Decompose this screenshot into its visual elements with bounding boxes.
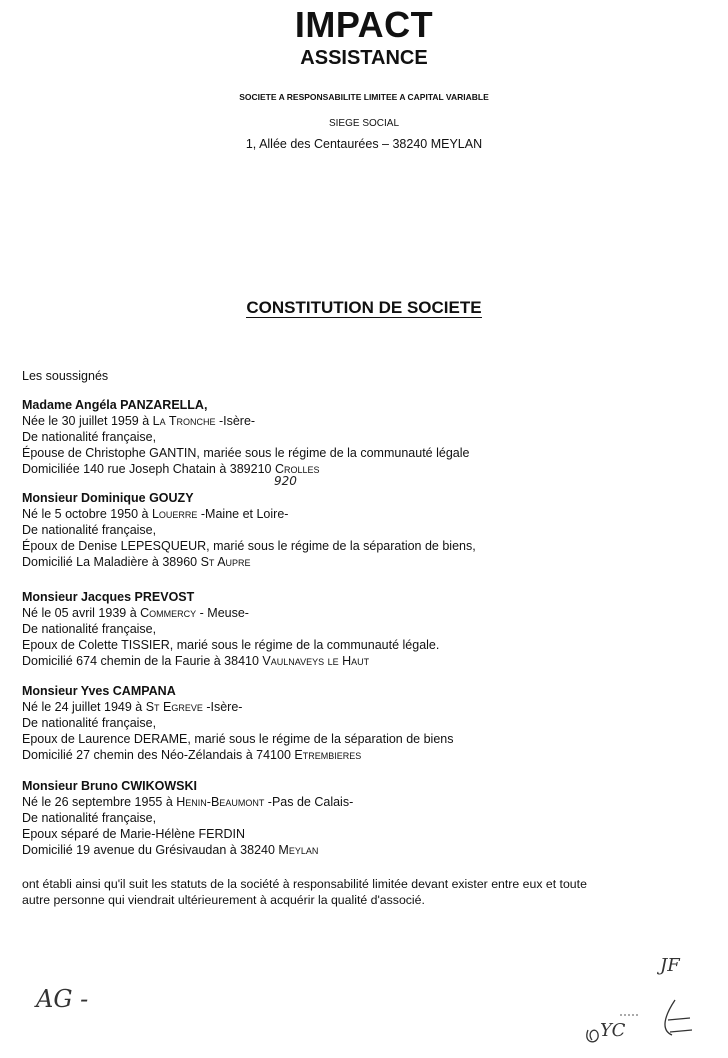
- party-nationality: De nationalité française,: [22, 716, 157, 730]
- domicile-city: St Aupre: [200, 555, 251, 569]
- domicile-text: Domiciliée 140 rue Joseph Chatain à 389210: [22, 462, 275, 476]
- seat-label: SIEGE SOCIAL: [328, 118, 400, 129]
- domicile-city: Meylan: [278, 843, 319, 857]
- party-domicile: [22, 461, 469, 477]
- party-birth: [22, 794, 353, 810]
- birth-city: Louerre: [151, 507, 198, 521]
- birth-text: Né le 24 juillet 1949 à: [22, 700, 146, 714]
- birth-text: Né le 5 octobre 1950 à: [22, 507, 152, 521]
- party-domicile: [22, 842, 353, 858]
- company-name: IMPACT: [294, 4, 434, 45]
- party-nationality: De nationalité française,: [22, 622, 157, 636]
- party-marital-status: Epoux de Laurence DERAME, marié sous le régime de la séparation de biens: [22, 732, 454, 746]
- party-birth: [22, 605, 439, 621]
- birth-region: -Maine et Loire-: [197, 507, 289, 521]
- party-nationality: De nationalité française,: [22, 811, 157, 825]
- birth-city: La Tronche: [152, 414, 216, 428]
- party-block: [22, 397, 469, 477]
- birth-region: -Isère-: [215, 414, 256, 428]
- seat-address: 1, Allée des Centaurées – 38240 MEYLAN: [245, 137, 483, 151]
- initials-right-1: JF: [660, 955, 680, 976]
- domicile-text: Domicilié La Maladière à 38960: [22, 555, 201, 569]
- title-text: CONSTITUTION DE SOCIETE: [246, 298, 482, 317]
- birth-text: Née le 30 juillet 1959 à: [22, 414, 153, 428]
- party-block: [22, 778, 353, 858]
- party-name: Monsieur Yves CAMPANA: [22, 684, 176, 698]
- party-block: [22, 490, 476, 570]
- birth-city: Henin-Beaumont: [176, 795, 265, 809]
- party-birth: [22, 506, 476, 522]
- birth-city: St Egreve: [145, 700, 203, 714]
- birth-region: - Meuse-: [196, 606, 249, 620]
- birth-region: -Isère-: [202, 700, 243, 714]
- initials-right-2: YC: [600, 1020, 626, 1041]
- party-domicile: [22, 653, 439, 669]
- company-subtitle: ASSISTANCE: [300, 47, 428, 69]
- party-name: Monsieur Jacques PREVOST: [22, 590, 195, 604]
- party-birth: [22, 699, 454, 715]
- document-title: [0, 298, 728, 318]
- party-nationality: De nationalité française,: [22, 430, 157, 444]
- party-block: [22, 589, 439, 669]
- initials-left: AG -: [36, 985, 89, 1013]
- birth-city: Commercy: [140, 606, 197, 620]
- party-name: Monsieur Bruno CWIKOWSKI: [22, 779, 197, 793]
- domicile-city: Vaulnaveys le Haut: [262, 654, 370, 668]
- party-nationality: De nationalité française,: [22, 523, 157, 537]
- domicile-city: Crolles: [274, 462, 320, 476]
- birth-text: Né le 26 septembre 1955 à: [22, 795, 177, 809]
- intro: Les soussignés: [22, 369, 109, 383]
- party-marital-status: Époux de Denise LEPESQUEUR, marié sous le régime de la séparation de biens,: [22, 539, 476, 553]
- birth-text: Né le 05 avril 1939 à: [22, 606, 141, 620]
- party-name: Monsieur Dominique GOUZY: [22, 491, 194, 505]
- closing-line: ont établi ainsi qu'il suit les statuts de la société à responsabilité limitée devant exister entre eux et toute: [22, 877, 587, 891]
- closing-paragraph: [22, 876, 587, 908]
- party-marital-status: Épouse de Christophe GANTIN, mariée sous le régime de la communauté légale: [22, 446, 470, 460]
- legal-form: SOCIETE A RESPONSABILITE LIMITEE A CAPITAL VARIABLE: [239, 92, 489, 102]
- signature-scribble: [580, 990, 720, 1050]
- closing-line: autre personne qui viendrait ultérieurement à acquérir la qualité d'associé.: [22, 893, 425, 907]
- domicile-city: Etrembieres: [294, 748, 362, 762]
- party-marital-status: Epoux de Colette TISSIER, marié sous le régime de la communauté légale.: [22, 638, 440, 652]
- party-marital-status: Epoux séparé de Marie-Hélène FERDIN: [22, 827, 246, 841]
- handwritten-correction: 920: [274, 474, 297, 488]
- party-block: [22, 683, 454, 763]
- party-domicile: [22, 747, 454, 763]
- birth-region: -Pas de Calais-: [264, 795, 354, 809]
- domicile-text: Domicilié 19 avenue du Grésivaudan à 38240: [22, 843, 279, 857]
- party-name: Madame Angéla PANZARELLA,: [22, 398, 208, 412]
- party-birth: [22, 413, 469, 429]
- domicile-text: Domicilié 27 chemin des Néo-Zélandais à 74100: [22, 748, 295, 762]
- domicile-text: Domicilié 674 chemin de la Faurie à 38410: [22, 654, 263, 668]
- party-domicile: [22, 554, 476, 570]
